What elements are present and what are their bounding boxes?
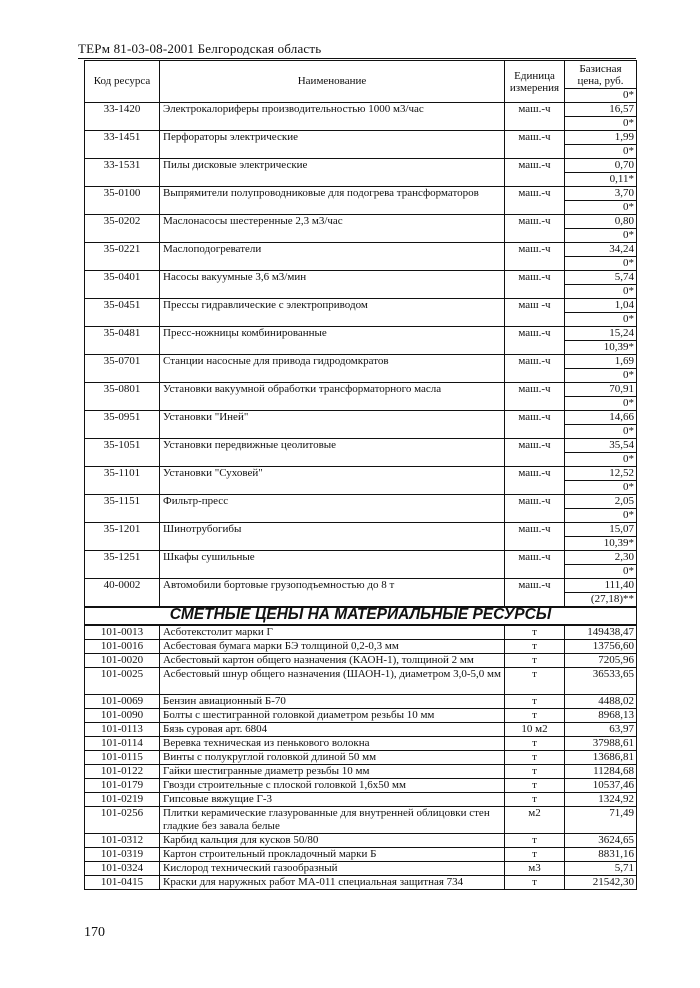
resource-unit: маш.-ч: [505, 187, 565, 215]
material-name: Плитки керамические глазурованные для внутренней облицовки стен гладкие без завала белые: [160, 807, 505, 834]
material-price: 71,49: [565, 807, 637, 834]
material-row: [85, 737, 637, 751]
material-code: 101-0122: [85, 765, 160, 779]
material-price: 37988,61: [565, 737, 637, 751]
machine-row: [85, 159, 637, 173]
material-unit: т: [505, 640, 565, 654]
material-row: [85, 848, 637, 862]
resource-price: 0,70: [565, 159, 637, 173]
material-price: 7205,96: [565, 654, 637, 668]
material-unit: 10 м2: [505, 723, 565, 737]
resource-code: 35-0951: [85, 411, 160, 439]
resource-name: Станции насосные для привода гидродомкратов: [160, 355, 505, 383]
resource-code: 35-0221: [85, 243, 160, 271]
material-row: [85, 640, 637, 654]
resource-price-note: 0*: [565, 285, 637, 299]
resource-table: [84, 60, 637, 890]
resource-code: 35-1101: [85, 467, 160, 495]
material-name: Гипсовые вяжущие Г-3: [160, 793, 505, 807]
material-code: 101-0219: [85, 793, 160, 807]
material-name: Кислород технический газообразный: [160, 862, 505, 876]
material-name: Асботекстолит марки Г: [160, 625, 505, 640]
resource-name: Шкафы сушильные: [160, 551, 505, 579]
resource-price-note: 0*: [565, 397, 637, 411]
resource-price: 34,24: [565, 243, 637, 257]
material-unit: т: [505, 668, 565, 695]
column-header-code: Код ресурса: [85, 61, 160, 103]
material-price: 21542,30: [565, 876, 637, 890]
material-unit: т: [505, 793, 565, 807]
material-code: 101-0319: [85, 848, 160, 862]
resource-code: 33-1531: [85, 159, 160, 187]
resource-name: Установки передвижные цеолитовые: [160, 439, 505, 467]
resource-code: 35-1251: [85, 551, 160, 579]
resource-name: Перфораторы электрические: [160, 131, 505, 159]
resource-price: 35,54: [565, 439, 637, 453]
material-code: 101-0179: [85, 779, 160, 793]
resource-price-note: 0*: [565, 229, 637, 243]
machine-row: [85, 411, 637, 425]
resource-price-note: 0*: [565, 369, 637, 383]
machine-row: [85, 215, 637, 229]
machine-row: [85, 243, 637, 257]
resource-unit: маш.-ч: [505, 131, 565, 159]
material-price: 1324,92: [565, 793, 637, 807]
resource-price-note: 0*: [565, 565, 637, 579]
material-unit: т: [505, 695, 565, 709]
material-row: [85, 765, 637, 779]
resource-unit: маш.-ч: [505, 411, 565, 439]
material-code: 101-0013: [85, 625, 160, 640]
resource-name: Шинотрубогибы: [160, 523, 505, 551]
machine-row: [85, 299, 637, 313]
resource-price-note: 0*: [565, 509, 637, 523]
resource-unit: маш.-ч: [505, 383, 565, 411]
material-row: [85, 723, 637, 737]
resource-price: 1,69: [565, 355, 637, 369]
resource-price: 70,91: [565, 383, 637, 397]
section-body: [85, 607, 637, 625]
material-row: [85, 625, 637, 640]
resource-unit: маш.-ч: [505, 271, 565, 299]
resource-price: 12,52: [565, 467, 637, 481]
material-name: Картон строительный прокладочный марки Б: [160, 848, 505, 862]
material-name: Болты с шестигранной головкой диаметром резьбы 10 мм: [160, 709, 505, 723]
resource-name: Установки "Иней": [160, 411, 505, 439]
material-code: 101-0324: [85, 862, 160, 876]
resource-unit: маш.-ч: [505, 495, 565, 523]
resource-price: 2,05: [565, 495, 637, 509]
machine-row: [85, 467, 637, 481]
materials-body: [85, 625, 637, 890]
material-name: Гвозди строительные с плоской головкой 1,6х50 мм: [160, 779, 505, 793]
material-row: [85, 654, 637, 668]
material-code: 101-0113: [85, 723, 160, 737]
machine-row: [85, 439, 637, 453]
resource-name: Установки "Суховей": [160, 467, 505, 495]
material-name: Винты с полукруглой головкой длиной 50 мм: [160, 751, 505, 765]
material-row: [85, 876, 637, 890]
machine-row: [85, 131, 637, 145]
column-header-unit: Единица измерения: [505, 61, 565, 103]
material-name: Асбестовая бумага марки БЭ толщиной 0,2-0,3 мм: [160, 640, 505, 654]
resource-name: Пресс-ножницы комбинированные: [160, 327, 505, 355]
resource-price: 111,40: [565, 579, 637, 593]
material-price: 36533,65: [565, 668, 637, 695]
material-row: [85, 668, 637, 695]
material-code: 101-0025: [85, 668, 160, 695]
material-code: 101-0069: [85, 695, 160, 709]
material-unit: т: [505, 737, 565, 751]
resource-code: 35-0202: [85, 215, 160, 243]
material-price: 10537,46: [565, 779, 637, 793]
material-row: [85, 862, 637, 876]
resource-code: 35-0100: [85, 187, 160, 215]
resource-code: 33-1451: [85, 131, 160, 159]
resource-unit: маш.-ч: [505, 159, 565, 187]
material-price: 5,71: [565, 862, 637, 876]
material-price: 4488,02: [565, 695, 637, 709]
machine-row: [85, 103, 637, 117]
material-code: 101-0115: [85, 751, 160, 765]
resource-price: 2,30: [565, 551, 637, 565]
resource-code: 35-0801: [85, 383, 160, 411]
material-row: [85, 834, 637, 848]
resource-code: 35-1051: [85, 439, 160, 467]
material-name: Бязь суровая арт. 6804: [160, 723, 505, 737]
resource-unit: маш.-ч: [505, 355, 565, 383]
material-name: Веревка техническая из пенькового волокна: [160, 737, 505, 751]
material-code: 101-0020: [85, 654, 160, 668]
resource-price: 5,74: [565, 271, 637, 285]
material-row: [85, 709, 637, 723]
machine-row: [85, 551, 637, 565]
resource-name: Автомобили бортовые грузоподъемностью до 8 т: [160, 579, 505, 608]
resource-price-note: 10,39*: [565, 537, 637, 551]
material-unit: м3: [505, 862, 565, 876]
resource-price: 15,07: [565, 523, 637, 537]
resource-unit: маш.-ч: [505, 103, 565, 131]
resource-unit: маш.-ч: [505, 327, 565, 355]
resource-price: 3,70: [565, 187, 637, 201]
material-price: 149438,47: [565, 625, 637, 640]
column-header-price: Базисная цена, руб.: [565, 61, 637, 89]
material-name: Гайки шестигранные диаметр резьбы 10 мм: [160, 765, 505, 779]
machine-row: [85, 383, 637, 397]
page-header: ТЕРм 81-03-08-2001 Белгородская область: [78, 41, 322, 56]
resource-price-note: 0*: [565, 425, 637, 439]
material-unit: т: [505, 709, 565, 723]
machine-row: [85, 271, 637, 285]
material-price: 13686,81: [565, 751, 637, 765]
material-price: 63,97: [565, 723, 637, 737]
material-code: 101-0312: [85, 834, 160, 848]
resource-price-note: 10,39*: [565, 341, 637, 355]
material-name: Карбид кальция для кусков 50/80: [160, 834, 505, 848]
resource-code: 33-1420: [85, 103, 160, 131]
material-row: [85, 695, 637, 709]
top-price-note: 0*: [565, 89, 637, 103]
resource-unit: маш -ч: [505, 299, 565, 327]
resource-code: 35-0481: [85, 327, 160, 355]
resource-unit: маш.-ч: [505, 551, 565, 579]
resource-unit: маш.-ч: [505, 439, 565, 467]
material-unit: т: [505, 834, 565, 848]
resource-price-note: 0*: [565, 201, 637, 215]
material-unit: т: [505, 765, 565, 779]
material-code: 101-0114: [85, 737, 160, 751]
resource-price: 15,24: [565, 327, 637, 341]
material-price: 11284,68: [565, 765, 637, 779]
resource-name: Выпрямители полупроводниковые для подогрева трансформаторов: [160, 187, 505, 215]
material-unit: м2: [505, 807, 565, 834]
resource-price-note: 0*: [565, 313, 637, 327]
header-rule: [78, 58, 636, 59]
material-price: 8968,13: [565, 709, 637, 723]
resource-code: 40-0002: [85, 579, 160, 608]
material-unit: т: [505, 625, 565, 640]
material-name: Бензин авиационный Б-70: [160, 695, 505, 709]
resource-price-note: (27,18)**: [565, 593, 637, 608]
machine-row: [85, 579, 637, 593]
resource-price: 16,57: [565, 103, 637, 117]
resource-name: Маслонасосы шестеренные 2,3 м3/час: [160, 215, 505, 243]
resource-name: Установки вакуумной обработки трансформаторного масла: [160, 383, 505, 411]
material-unit: т: [505, 779, 565, 793]
machine-row: [85, 355, 637, 369]
resource-name: Прессы гидравлические с электроприводом: [160, 299, 505, 327]
material-unit: т: [505, 876, 565, 890]
resource-price: 0,80: [565, 215, 637, 229]
material-name: Асбестовый картон общего назначения (КАОН-1), толщиной 2 мм: [160, 654, 505, 668]
resource-code: 35-1151: [85, 495, 160, 523]
material-code: 101-0256: [85, 807, 160, 834]
material-unit: т: [505, 848, 565, 862]
material-code: 101-0090: [85, 709, 160, 723]
resource-unit: маш.-ч: [505, 579, 565, 608]
resource-code: 35-0451: [85, 299, 160, 327]
material-code: 101-0016: [85, 640, 160, 654]
resource-unit: маш.-ч: [505, 523, 565, 551]
material-code: 101-0415: [85, 876, 160, 890]
machine-row: [85, 523, 637, 537]
resource-name: Маслоподогреватели: [160, 243, 505, 271]
resource-price-note: 0*: [565, 145, 637, 159]
resource-price-note: 0*: [565, 257, 637, 271]
material-row: [85, 751, 637, 765]
resource-unit: маш.-ч: [505, 243, 565, 271]
machine-row: [85, 187, 637, 201]
material-price: 13756,60: [565, 640, 637, 654]
resource-unit: маш.-ч: [505, 215, 565, 243]
material-row: [85, 779, 637, 793]
resource-price: 14,66: [565, 411, 637, 425]
resource-price-note: 0*: [565, 453, 637, 467]
section-title: СМЕТНЫЕ ЦЕНЫ НА МАТЕРИАЛЬНЫЕ РЕСУРСЫ: [85, 607, 637, 625]
resource-price-note: 0,11*: [565, 173, 637, 187]
resource-price-note: 0*: [565, 481, 637, 495]
resource-price: 1,99: [565, 131, 637, 145]
resource-name: Электрокалориферы производительностью 1000 м3/час: [160, 103, 505, 131]
material-unit: т: [505, 751, 565, 765]
resource-code: 35-1201: [85, 523, 160, 551]
resource-price: 1,04: [565, 299, 637, 313]
material-price: 8831,16: [565, 848, 637, 862]
resource-code: 35-0701: [85, 355, 160, 383]
machines-body: [85, 103, 637, 608]
material-name: Краски для наружных работ МА-011 специальная защитная 734: [160, 876, 505, 890]
material-price: 3624,65: [565, 834, 637, 848]
machine-row: [85, 327, 637, 341]
material-row: [85, 793, 637, 807]
material-unit: т: [505, 654, 565, 668]
resource-code: 35-0401: [85, 271, 160, 299]
material-name: Асбестовый шнур общего назначения (ШАОН-1), диаметром 3,0-5,0 мм: [160, 668, 505, 695]
resource-name: Пилы дисковые электрические: [160, 159, 505, 187]
resource-name: Фильтр-пресс: [160, 495, 505, 523]
machine-row: [85, 495, 637, 509]
resource-name: Насосы вакуумные 3,6 м3/мин: [160, 271, 505, 299]
column-header-name: Наименование: [160, 61, 505, 103]
resource-price-note: 0*: [565, 117, 637, 131]
resource-unit: маш.-ч: [505, 467, 565, 495]
material-row: [85, 807, 637, 834]
page-number: 170: [84, 925, 105, 940]
